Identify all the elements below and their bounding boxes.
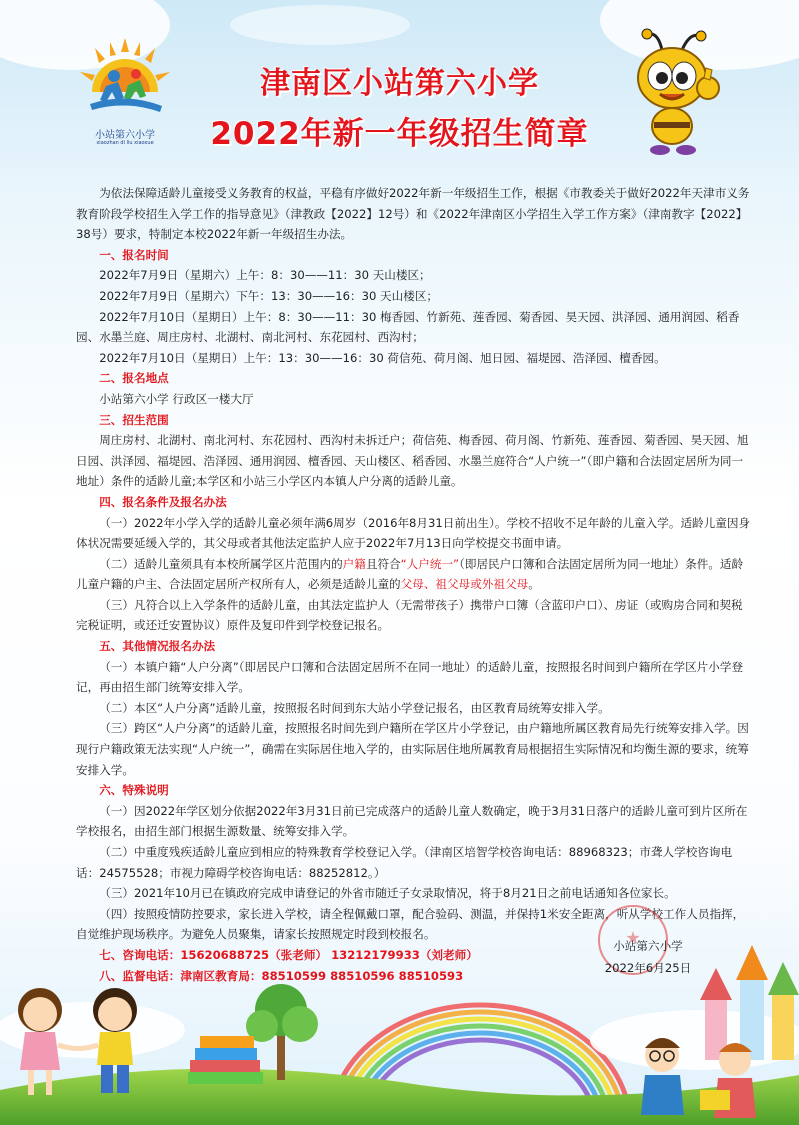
location-text: 小站第六小学 行政区一楼大厅 xyxy=(99,391,254,406)
section-heading: 一、报名时间 xyxy=(99,247,169,262)
section-heading: 六、特殊说明 xyxy=(99,783,169,798)
logo-subtitle: xiaozhan di liu xiaoxue xyxy=(96,140,154,146)
enrollment-scope-text: 周庄房村、北湖村、南北河村、东花园村、西沟村未拆迁户；荷信苑、梅香园、荷月阁、竹新苑、莲香园、菊香园、昊天园、旭日园、洪泽园、福堤园、浩泽园、通用润园、檀香园、天山楼区、稻香园、水墨兰庭符合“人户统一”（即户籍和合法固定居所为同一地址）条件的适龄儿童;本学区和小站三小学区内本镇人户分离的适龄儿童。 xyxy=(76,433,749,489)
poster-title: 津南区小站第六小学 xyxy=(260,66,539,101)
condition-paragraph xyxy=(76,554,752,595)
schedule-line: 2022年7月9日（星期六）上午：8：30——11：30 天山楼区； xyxy=(99,268,431,283)
special-note-paragraph: （二）中重度残疾适龄儿童应到相应的特殊教育学校登记入学。（津南区培智学校咨询电话：88968323；市聋人学校咨询电话：24575528；市视力障碍学校咨询电话：88252812。） xyxy=(76,845,733,880)
bee-mascot-icon xyxy=(620,28,730,158)
castle-icon xyxy=(700,945,799,1060)
text-run: 且符合 xyxy=(365,556,401,571)
text-run: （即居民户口簿和合法固定居所为同一地址）条件。适龄儿童户籍的户主、合法固定居所产权所有人，必须是适龄儿童的 xyxy=(76,556,744,592)
poster-subtitle: 2022年新一年级招生简章 xyxy=(210,116,589,152)
consult-phone-line: 七、咨询电话：15620688725（张老师） 13212179933（刘老师） xyxy=(99,947,478,962)
special-note-paragraph: （四）按照疫情防控要求，家长进入学校，请全程佩戴口罩，配合验码、测温，并保持1米安全距离，听从学校工作人员指挥，自觉维护现场秩序。为避免人员聚集，请家长按照规定时段到校报名。 xyxy=(76,906,745,942)
highlight-text: 户籍 xyxy=(342,556,366,571)
section-heading: 五、其他情况报名办法 xyxy=(99,639,216,654)
section-heading: 三、招生范围 xyxy=(99,412,169,427)
condition-paragraph: （一）2022年小学入学的适龄儿童必须年满6周岁（2016年8月31日前出生）。学校不招收不足年龄的儿童入学。适龄儿童因身体状况需要延缓入学的，其父母或者其他法定监护人应于2022年7月13日向学校提交书面申请。 xyxy=(76,515,751,551)
schedule-line: 2022年7月10日（星期日）上午：8：30——11：30 梅香园、竹新苑、莲香园、菊香园、昊天园、洪泽园、通用润园、稻香园、水墨兰庭、周庄房村、北湖村、南北河村、东花园村、西沟村； xyxy=(76,309,740,345)
logo-text: 小站第六小学 xyxy=(95,130,155,141)
schedule-line: 2022年7月10日（星期日）上午：13：30——16：30 荷信苑、荷月阁、旭日园、福堤园、浩泽园、檀香园。 xyxy=(99,350,666,365)
supervision-phone-line: 八、监督电话：津南区教育局：88510599 88510596 88510593 xyxy=(99,968,464,983)
highlight-text: 父母、祖父母或外祖父母 xyxy=(400,577,529,592)
other-case-paragraph: （一）本镇户籍“人户分离”（即居民户口簿和合法固定居所不在同一地址）的适龄儿童，按照报名时间到户籍所在学区片小学登记，再由招生部门统筹安排入学。 xyxy=(76,659,744,695)
condition-paragraph: （三）凡符合以上入学条件的适龄儿童，由其法定监护人（无需带孩子）携带户口簿（含蓝印户口）、房证（或购房合同和契税完税证明，或还迁安置协议）原件及复印件到学校登记报名。 xyxy=(76,597,743,633)
schedule-line: 2022年7月9日（星期六）下午：13：30——16：30 天山楼区； xyxy=(99,288,439,303)
special-note-paragraph: （一）因2022年学区划分依据2022年3月31日前已完成落户的适龄儿童人数确定，晚于3月31日落户的适龄儿童可到片区所在学校报名，由招生部门根据生源数量、统筹安排入学。 xyxy=(76,803,748,839)
highlight-text: “人户统一” xyxy=(400,556,460,571)
books-icon xyxy=(188,1036,263,1084)
other-case-paragraph: （二）本区“人户分离”适龄儿童，按照报名时间到东大站小学登记报名，由区教育局统筹安排入学。 xyxy=(99,700,610,715)
bottom-illustration xyxy=(0,940,799,1125)
signature-school: 小站第六小学 xyxy=(613,939,683,953)
section-heading: 四、报名条件及报名办法 xyxy=(99,494,227,509)
special-note-paragraph: （三）2021年10月已在镇政府完成申请登记的外省市随迁子女录取情况，将于8月21日之前电话通知各位家长。 xyxy=(99,886,676,901)
cloud-decoration xyxy=(230,5,410,45)
section-heading: 二、报名地点 xyxy=(99,371,169,386)
intro-paragraph: 为依法保障适龄儿童接受义务教育的权益，平稳有序做好2022年新一年级招生工作，根据《市教委关于做好2022年天津市义务教育阶段学校招生入学工作的指导意见》（津教政【2022】12号）和《2022年津南区小学招生入学工作方案》（津南教字【2022】38号）要求，特制定本校2022年新一年级招生办法。 xyxy=(76,186,750,242)
text-run: 。 xyxy=(528,577,540,592)
document-body xyxy=(76,183,752,986)
other-case-paragraph: （三）跨区“人户分离”的适龄儿童，按照报名时间先到户籍所在学区片小学登记，由户籍地所属区教育局先行统筹安排入学。因现行户籍政策无法实现“人户统一”，确需在实际居住地入学的，由实际居住地所属教育局根据招生实际情况和均衡生源的要求，统筹安排入学。 xyxy=(76,721,749,777)
signature-date: 2022年6月25日 xyxy=(604,961,692,975)
text-run: （二）适龄儿童须具有本校所属学区片范围内的 xyxy=(99,556,343,571)
